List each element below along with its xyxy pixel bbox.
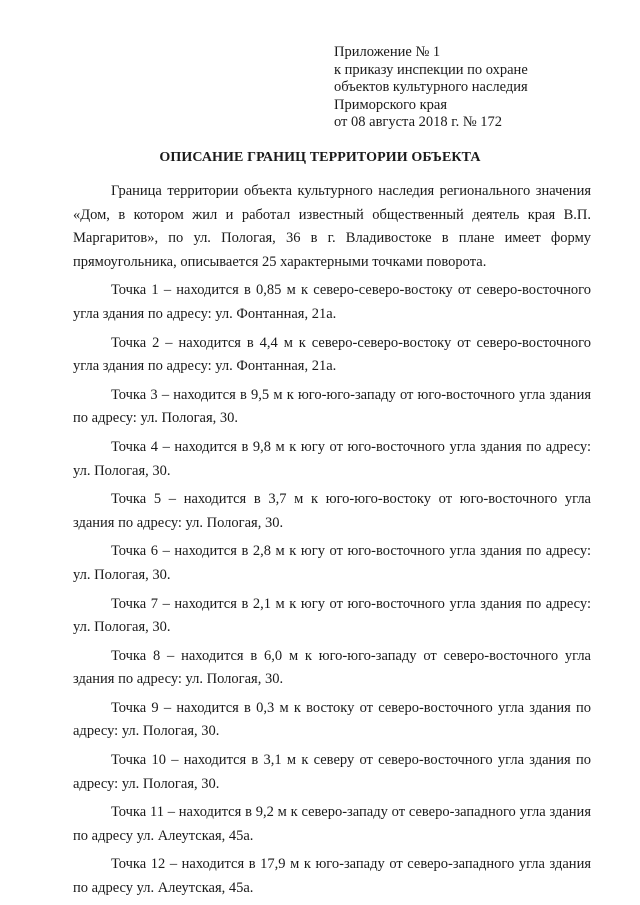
intro-paragraph: Граница территории объекта культурного наследия регионального значения «Дом, в котором жил и работал известный общественный деятель края В.П. Маргаритов», по ул. Пологая, 36 в г. Владивостоке в плане имеет форму прямоугольника, описывается 25 характерными точками поворота. bbox=[73, 183, 591, 270]
point-paragraph: Точка 3 – находится в 9,5 м к юго-юго-западу от юго-восточного угла здания по адресу: ул. Пологая, 30. bbox=[73, 386, 591, 427]
point-paragraph: Точка 1 – находится в 0,85 м к северо-северо-востоку от северо-восточного угла здания по адресу: ул. Фонтанная, 21а. bbox=[73, 282, 591, 322]
point-paragraph: Точка 10 – находится в 3,1 м к северу от северо-восточного угла здания по адресу: ул. Пологая, 30. bbox=[73, 752, 591, 792]
point-paragraph: Точка 8 – находится в 6,0 м к юго-юго-западу от северо-восточного угла здания по адресу: ул. Пологая, 30. bbox=[73, 647, 591, 688]
appendix-line: Приложение № 1 bbox=[334, 44, 441, 60]
document-title: ОПИСАНИЕ ГРАНИЦ ТЕРРИТОРИИ ОБЪЕКТА bbox=[159, 150, 481, 165]
point-paragraph: Точка 5 – находится в 3,7 м к юго-юго-востоку от юго-восточного угла здания по адресу: ул. Пологая, 30. bbox=[73, 491, 591, 531]
appendix-line: Приморского края bbox=[334, 96, 448, 113]
point-paragraph: Точка 2 – находится в 4,4 м к северо-северо-востоку от северо-восточного угла здания по адресу: ул. Фонтанная, 21а. bbox=[73, 334, 591, 375]
point-paragraph: Точка 12 – находится в 17,9 м к юго-западу от северо-западного угла здания по адресу ул. Алеутская, 45а. bbox=[73, 856, 591, 897]
appendix-line: объектов культурного наследия bbox=[334, 79, 528, 96]
point-paragraph: Точка 11 – находится в 9,2 м к северо-западу от северо-западного угла здания по адресу ул. Алеутская, 45а. bbox=[73, 804, 591, 844]
appendix-line: от 08 августа 2018 г. № 172 bbox=[334, 114, 503, 131]
point-paragraph: Точка 7 – находится в 2,1 м к югу от юго-восточного угла здания по адресу: ул. Пологая, 30. bbox=[73, 595, 591, 636]
point-paragraph: Точка 6 – находится в 2,8 м к югу от юго-восточного угла здания по адресу: ул. Пологая, 30. bbox=[73, 543, 591, 583]
point-paragraph: Точка 4 – находится в 9,8 м к югу от юго-восточного угла здания по адресу: ул. Пологая, 30. bbox=[73, 438, 591, 479]
document-body bbox=[73, 180, 591, 901]
point-paragraph: Точка 9 – находится в 0,3 м к востоку от северо-восточного угла здания по адресу: ул. Пологая, 30. bbox=[73, 699, 591, 740]
appendix-line: к приказу инспекции по охране bbox=[334, 61, 528, 78]
appendix-header bbox=[334, 44, 614, 132]
